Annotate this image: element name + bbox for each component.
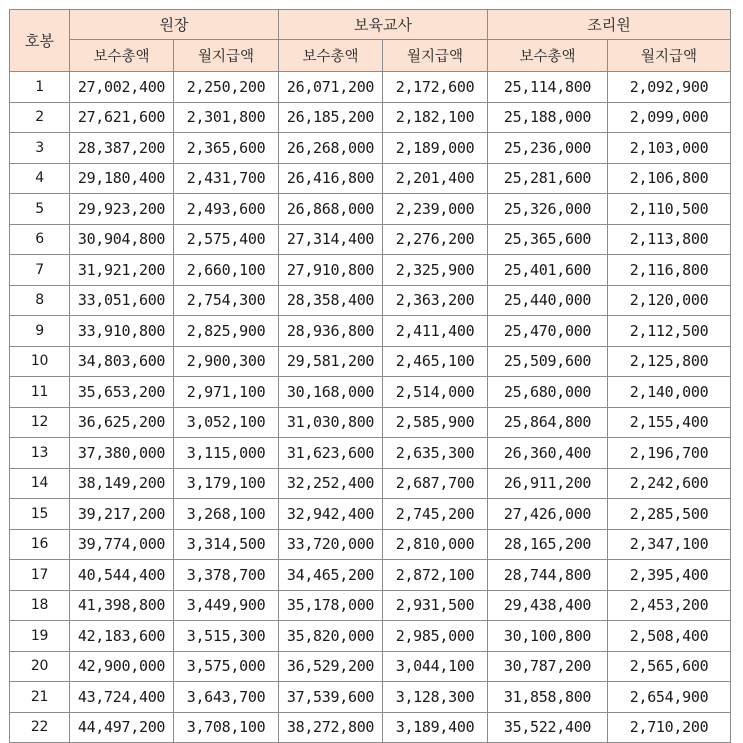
grade-cell: 10 <box>10 346 70 377</box>
cook-monthly-cell: 2,242,600 <box>608 468 731 499</box>
table-row <box>10 682 731 713</box>
table-row <box>10 407 731 438</box>
grade-cell: 19 <box>10 621 70 652</box>
teacher-monthly-cell: 2,201,400 <box>383 163 488 194</box>
teacher-monthly-cell: 2,872,100 <box>383 560 488 591</box>
cook-total-cell: 29,438,400 <box>488 590 608 621</box>
grade-cell: 9 <box>10 316 70 347</box>
sub-header-total-pay: 보수총액 <box>488 40 608 72</box>
teacher-total-cell: 27,314,400 <box>279 224 383 255</box>
grade-cell: 17 <box>10 560 70 591</box>
cook-total-cell: 28,744,800 <box>488 560 608 591</box>
table-row <box>10 346 731 377</box>
table-row <box>10 285 731 316</box>
director-total-cell: 42,183,600 <box>70 621 174 652</box>
cook-monthly-cell: 2,106,800 <box>608 163 731 194</box>
cook-monthly-cell: 2,710,200 <box>608 712 731 743</box>
cook-total-cell: 26,360,400 <box>488 438 608 469</box>
cook-monthly-cell: 2,112,500 <box>608 316 731 347</box>
director-monthly-cell: 3,449,900 <box>174 590 279 621</box>
teacher-total-cell: 26,268,000 <box>279 133 383 164</box>
director-total-cell: 36,625,200 <box>70 407 174 438</box>
director-monthly-cell: 2,900,300 <box>174 346 279 377</box>
teacher-monthly-cell: 2,172,600 <box>383 72 488 103</box>
teacher-total-cell: 29,581,200 <box>279 346 383 377</box>
director-monthly-cell: 2,301,800 <box>174 102 279 133</box>
table-row <box>10 499 731 530</box>
teacher-monthly-cell: 2,514,000 <box>383 377 488 408</box>
director-total-cell: 30,904,800 <box>70 224 174 255</box>
sub-header-monthly-pay: 월지급액 <box>383 40 488 72</box>
group-header-cook: 조리원 <box>488 10 731 40</box>
grade-cell: 13 <box>10 438 70 469</box>
cook-total-cell: 25,401,600 <box>488 255 608 286</box>
table-header <box>10 10 731 72</box>
teacher-monthly-cell: 2,985,000 <box>383 621 488 652</box>
director-total-cell: 39,774,000 <box>70 529 174 560</box>
grade-cell: 16 <box>10 529 70 560</box>
grade-cell: 14 <box>10 468 70 499</box>
director-total-cell: 28,387,200 <box>70 133 174 164</box>
director-monthly-cell: 2,365,600 <box>174 133 279 164</box>
grade-cell: 3 <box>10 133 70 164</box>
teacher-total-cell: 33,720,000 <box>279 529 383 560</box>
teacher-total-cell: 32,252,400 <box>279 468 383 499</box>
teacher-monthly-cell: 2,687,700 <box>383 468 488 499</box>
director-total-cell: 29,923,200 <box>70 194 174 225</box>
table-row <box>10 224 731 255</box>
table-row <box>10 255 731 286</box>
director-monthly-cell: 3,575,000 <box>174 651 279 682</box>
teacher-monthly-cell: 2,585,900 <box>383 407 488 438</box>
teacher-monthly-cell: 2,276,200 <box>383 224 488 255</box>
cook-total-cell: 25,114,800 <box>488 72 608 103</box>
director-monthly-cell: 3,515,300 <box>174 621 279 652</box>
cook-total-cell: 35,522,400 <box>488 712 608 743</box>
grade-cell: 4 <box>10 163 70 194</box>
director-total-cell: 44,497,200 <box>70 712 174 743</box>
cook-total-cell: 30,787,200 <box>488 651 608 682</box>
director-total-cell: 27,621,600 <box>70 102 174 133</box>
cook-total-cell: 25,326,000 <box>488 194 608 225</box>
teacher-total-cell: 31,030,800 <box>279 407 383 438</box>
table-row <box>10 72 731 103</box>
cook-monthly-cell: 2,395,400 <box>608 560 731 591</box>
director-monthly-cell: 2,493,600 <box>174 194 279 225</box>
teacher-monthly-cell: 2,189,000 <box>383 133 488 164</box>
director-total-cell: 34,803,600 <box>70 346 174 377</box>
table-row <box>10 438 731 469</box>
teacher-total-cell: 36,529,200 <box>279 651 383 682</box>
director-monthly-cell: 2,825,900 <box>174 316 279 347</box>
teacher-monthly-cell: 2,411,400 <box>383 316 488 347</box>
grade-cell: 1 <box>10 72 70 103</box>
header-sub-row <box>10 40 731 72</box>
cook-monthly-cell: 2,110,500 <box>608 194 731 225</box>
cook-monthly-cell: 2,285,500 <box>608 499 731 530</box>
grade-cell: 15 <box>10 499 70 530</box>
table-row <box>10 377 731 408</box>
cook-monthly-cell: 2,654,900 <box>608 682 731 713</box>
cook-total-cell: 25,236,000 <box>488 133 608 164</box>
cook-monthly-cell: 2,196,700 <box>608 438 731 469</box>
table-row <box>10 163 731 194</box>
director-total-cell: 33,910,800 <box>70 316 174 347</box>
grade-cell: 18 <box>10 590 70 621</box>
teacher-total-cell: 37,539,600 <box>279 682 383 713</box>
teacher-monthly-cell: 2,635,300 <box>383 438 488 469</box>
grade-cell: 6 <box>10 224 70 255</box>
director-total-cell: 29,180,400 <box>70 163 174 194</box>
director-monthly-cell: 3,643,700 <box>174 682 279 713</box>
teacher-total-cell: 26,071,200 <box>279 72 383 103</box>
teacher-monthly-cell: 2,325,900 <box>383 255 488 286</box>
cook-total-cell: 25,680,000 <box>488 377 608 408</box>
grade-cell: 20 <box>10 651 70 682</box>
director-total-cell: 41,398,800 <box>70 590 174 621</box>
cook-total-cell: 25,864,800 <box>488 407 608 438</box>
teacher-total-cell: 38,272,800 <box>279 712 383 743</box>
teacher-monthly-cell: 3,128,300 <box>383 682 488 713</box>
director-monthly-cell: 3,052,100 <box>174 407 279 438</box>
teacher-total-cell: 28,936,800 <box>279 316 383 347</box>
teacher-total-cell: 35,178,000 <box>279 590 383 621</box>
cook-monthly-cell: 2,125,800 <box>608 346 731 377</box>
cook-monthly-cell: 2,155,400 <box>608 407 731 438</box>
director-total-cell: 35,653,200 <box>70 377 174 408</box>
director-monthly-cell: 3,314,500 <box>174 529 279 560</box>
cook-total-cell: 25,365,600 <box>488 224 608 255</box>
teacher-total-cell: 32,942,400 <box>279 499 383 530</box>
cook-monthly-cell: 2,092,900 <box>608 72 731 103</box>
director-total-cell: 42,900,000 <box>70 651 174 682</box>
director-monthly-cell: 3,378,700 <box>174 560 279 591</box>
cook-total-cell: 28,165,200 <box>488 529 608 560</box>
director-monthly-cell: 2,971,100 <box>174 377 279 408</box>
cook-monthly-cell: 2,113,800 <box>608 224 731 255</box>
director-monthly-cell: 3,115,000 <box>174 438 279 469</box>
director-total-cell: 27,002,400 <box>70 72 174 103</box>
teacher-monthly-cell: 2,810,000 <box>383 529 488 560</box>
table-row <box>10 102 731 133</box>
director-total-cell: 38,149,200 <box>70 468 174 499</box>
table-row <box>10 133 731 164</box>
table-body <box>10 72 731 743</box>
cook-monthly-cell: 2,565,600 <box>608 651 731 682</box>
table-row <box>10 560 731 591</box>
director-monthly-cell: 2,660,100 <box>174 255 279 286</box>
director-total-cell: 43,724,400 <box>70 682 174 713</box>
director-monthly-cell: 2,431,700 <box>174 163 279 194</box>
sub-header-total-pay: 보수총액 <box>70 40 174 72</box>
teacher-total-cell: 26,416,800 <box>279 163 383 194</box>
teacher-monthly-cell: 3,189,400 <box>383 712 488 743</box>
teacher-total-cell: 28,358,400 <box>279 285 383 316</box>
director-total-cell: 33,051,600 <box>70 285 174 316</box>
teacher-total-cell: 30,168,000 <box>279 377 383 408</box>
teacher-total-cell: 26,185,200 <box>279 102 383 133</box>
cook-total-cell: 27,426,000 <box>488 499 608 530</box>
grade-cell: 8 <box>10 285 70 316</box>
cook-monthly-cell: 2,347,100 <box>608 529 731 560</box>
table-row <box>10 621 731 652</box>
sub-header-monthly-pay: 월지급액 <box>174 40 279 72</box>
cook-monthly-cell: 2,099,000 <box>608 102 731 133</box>
teacher-monthly-cell: 2,182,100 <box>383 102 488 133</box>
grade-cell: 22 <box>10 712 70 743</box>
cook-monthly-cell: 2,508,400 <box>608 621 731 652</box>
director-total-cell: 40,544,400 <box>70 560 174 591</box>
grade-cell: 7 <box>10 255 70 286</box>
teacher-total-cell: 31,623,600 <box>279 438 383 469</box>
cook-total-cell: 25,281,600 <box>488 163 608 194</box>
cook-monthly-cell: 2,140,000 <box>608 377 731 408</box>
teacher-monthly-cell: 2,239,000 <box>383 194 488 225</box>
cook-total-cell: 25,470,000 <box>488 316 608 347</box>
director-monthly-cell: 3,268,100 <box>174 499 279 530</box>
director-monthly-cell: 2,575,400 <box>174 224 279 255</box>
teacher-monthly-cell: 2,465,100 <box>383 346 488 377</box>
table-row <box>10 712 731 743</box>
cook-total-cell: 30,100,800 <box>488 621 608 652</box>
director-monthly-cell: 2,754,300 <box>174 285 279 316</box>
director-monthly-cell: 3,179,100 <box>174 468 279 499</box>
sub-header-total-pay: 보수총액 <box>279 40 383 72</box>
cook-monthly-cell: 2,120,000 <box>608 285 731 316</box>
table-row <box>10 651 731 682</box>
table-row <box>10 529 731 560</box>
group-header-teacher: 보육교사 <box>279 10 488 40</box>
grade-cell: 2 <box>10 102 70 133</box>
table-row <box>10 468 731 499</box>
director-monthly-cell: 2,250,200 <box>174 72 279 103</box>
cook-total-cell: 25,440,000 <box>488 285 608 316</box>
cook-total-cell: 25,188,000 <box>488 102 608 133</box>
table-row <box>10 194 731 225</box>
grade-cell: 11 <box>10 377 70 408</box>
group-header-director: 원장 <box>70 10 279 40</box>
teacher-monthly-cell: 2,745,200 <box>383 499 488 530</box>
teacher-monthly-cell: 2,931,500 <box>383 590 488 621</box>
teacher-total-cell: 35,820,000 <box>279 621 383 652</box>
sub-header-monthly-pay: 월지급액 <box>608 40 731 72</box>
director-monthly-cell: 3,708,100 <box>174 712 279 743</box>
director-total-cell: 37,380,000 <box>70 438 174 469</box>
salary-table <box>9 9 731 743</box>
grade-cell: 12 <box>10 407 70 438</box>
grade-cell: 21 <box>10 682 70 713</box>
header-group-row <box>10 10 731 40</box>
teacher-total-cell: 34,465,200 <box>279 560 383 591</box>
grade-header: 호봉 <box>10 10 70 72</box>
table-row <box>10 590 731 621</box>
cook-monthly-cell: 2,453,200 <box>608 590 731 621</box>
teacher-total-cell: 26,868,000 <box>279 194 383 225</box>
teacher-total-cell: 27,910,800 <box>279 255 383 286</box>
salary-table-container <box>9 9 730 743</box>
cook-monthly-cell: 2,103,000 <box>608 133 731 164</box>
grade-cell: 5 <box>10 194 70 225</box>
cook-total-cell: 25,509,600 <box>488 346 608 377</box>
teacher-monthly-cell: 3,044,100 <box>383 651 488 682</box>
director-total-cell: 31,921,200 <box>70 255 174 286</box>
director-total-cell: 39,217,200 <box>70 499 174 530</box>
cook-monthly-cell: 2,116,800 <box>608 255 731 286</box>
cook-total-cell: 26,911,200 <box>488 468 608 499</box>
teacher-monthly-cell: 2,363,200 <box>383 285 488 316</box>
table-row <box>10 316 731 347</box>
cook-total-cell: 31,858,800 <box>488 682 608 713</box>
